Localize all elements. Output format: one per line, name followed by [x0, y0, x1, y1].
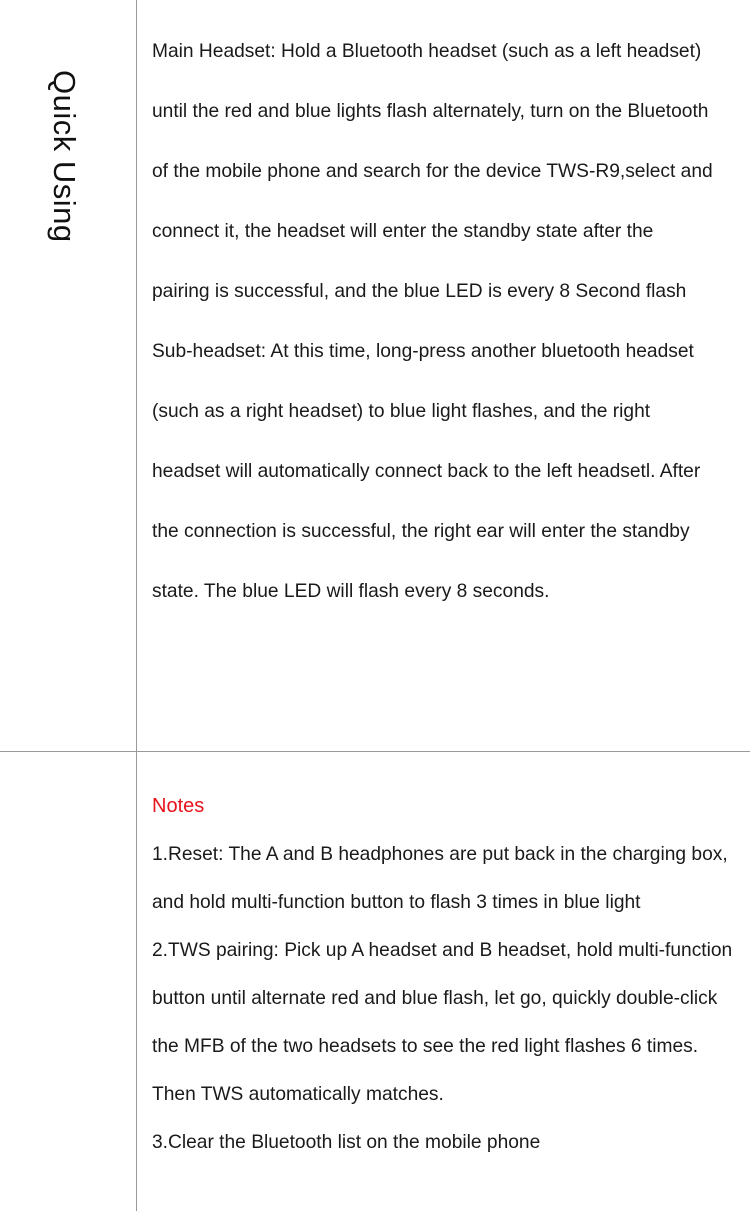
instruction-line: of the mobile phone and search for the device TWS-R9,select and: [152, 161, 713, 182]
notes-heading: Notes: [152, 795, 205, 817]
notes-list: [152, 839, 748, 1175]
notes-line: Then TWS automatically matches.: [152, 1084, 444, 1105]
section-title-quick-using: Quick Using: [47, 70, 82, 243]
instruction-line: the connection is successful, the right ear will enter the standby: [152, 521, 690, 542]
quick-using-instructions: [152, 37, 748, 637]
instruction-line: pairing is successful, and the blue LED is every 8 Second flash: [152, 281, 687, 302]
notes-line: the MFB of the two headsets to see the red light flashes 6 times.: [152, 1036, 699, 1057]
instruction-line: Sub-headset: At this time, long-press another bluetooth headset: [152, 341, 694, 362]
notes-line: 3.Clear the Bluetooth list on the mobile phone: [152, 1132, 541, 1153]
instruction-line: until the red and blue lights flash alternately, turn on the Bluetooth: [152, 101, 709, 122]
instruction-line: (such as a right headset) to blue light flashes, and the right: [152, 401, 651, 422]
instruction-line: connect it, the headset will enter the standby state after the: [152, 221, 654, 242]
instruction-line: state. The blue LED will flash every 8 seconds.: [152, 581, 550, 602]
notes-line: button until alternate red and blue flash, let go, quickly double-click: [152, 988, 718, 1009]
instruction-line: Main Headset: Hold a Bluetooth headset (such as a left headset): [152, 41, 702, 62]
notes-line: 2.TWS pairing: Pick up A headset and B headset, hold multi-function: [152, 940, 733, 961]
column-divider: [136, 0, 137, 1211]
notes-line: 1.Reset: The A and B headphones are put back in the charging box,: [152, 844, 728, 865]
notes-line: and hold multi-function button to flash 3 times in blue light: [152, 892, 641, 913]
section-divider: [0, 751, 750, 752]
instruction-line: headset will automatically connect back to the left headsetl. After: [152, 461, 701, 482]
